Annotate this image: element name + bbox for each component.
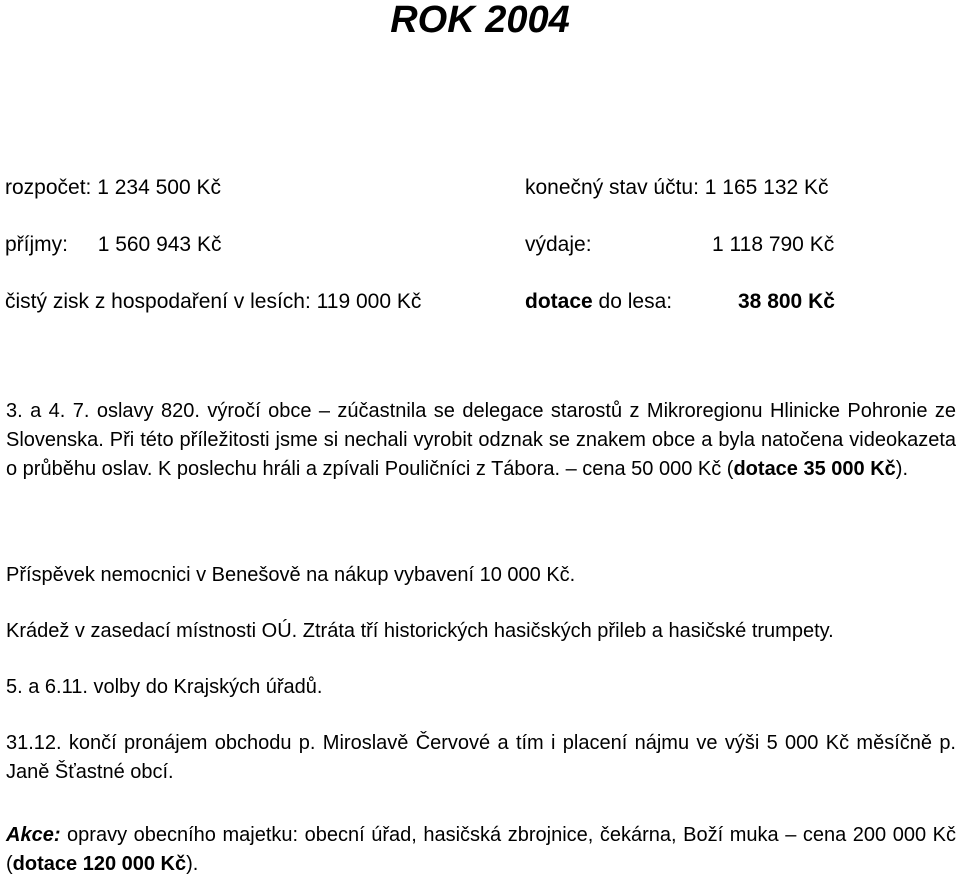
actions-end: ). — [186, 853, 199, 875]
actions-subsidy: dotace 120 000 Kč — [12, 853, 187, 875]
event-anniversary-subsidy: dotace 35 000 Kč — [733, 458, 896, 480]
income-label: příjmy: — [5, 233, 68, 256]
forest-profit-label: čistý zisk z hospodaření v lesích: — [5, 290, 311, 313]
budget-label: rozpočet: — [5, 176, 92, 199]
forest-subsidy-label — [525, 289, 672, 315]
final-balance-value: 1 165 132 Kč — [704, 176, 829, 199]
event-paragraph-hospital: Příspěvek nemocnici v Benešově na nákup vybavení 10 000 Kč. — [6, 564, 576, 586]
event-paragraph-anniversary — [6, 397, 956, 484]
page-title: ROK 2004 — [390, 0, 570, 41]
forest-profit-value: 119 000 Kč — [316, 290, 422, 313]
actions-label: Akce: — [6, 824, 61, 846]
budget-row — [5, 175, 221, 201]
final-balance-row — [525, 175, 829, 201]
event-anniversary-text: 3. a 4. 7. oslavy 820. výročí obce – zúčastnila se delegace starostů z Mikroregionu Hlinicke Pohronie ze Slovenska. Při této příležitosti jsme si nechali vyrobit odznak se znakem obce a byla natočena videokazeta o průběhu oslav. K poslechu hráli a zpívali Pouličníci z Tábora. – cena 50 000 Kč ( — [6, 400, 956, 480]
expenses-value: 1 118 790 Kč — [712, 233, 835, 256]
final-balance-label: konečný stav účtu: — [525, 176, 699, 199]
forest-profit-row — [5, 289, 421, 315]
event-paragraph-elections: 5. a 6.11. volby do Krajských úřadů. — [6, 676, 323, 698]
forest-subsidy-value: 38 800 Kč — [738, 290, 835, 313]
event-paragraph-actions — [6, 821, 956, 879]
income-row — [5, 232, 221, 258]
income-value: 1 560 943 Kč — [97, 233, 222, 256]
expenses-label: výdaje: — [525, 233, 592, 256]
event-paragraph-theft: Krádež v zasedací místnosti OÚ. Ztráta tří historických hasičských přileb a hasičské trumpety. — [6, 620, 834, 642]
event-anniversary-end: ). — [895, 458, 909, 480]
budget-value: 1 234 500 Kč — [97, 176, 221, 199]
forest-subsidy-label-rest: do lesa: — [598, 290, 673, 313]
event-paragraph-shop-lease: 31.12. končí pronájem obchodu p. Miroslavě Červové a tím i placení nájmu ve výši 5 000 Kč měsíčně p. Janě Šťastné obcí. — [6, 732, 956, 783]
actions-text: opravy obecního majetku: obecní úřad, hasičská zbrojnice, čekárna, Boží muka – cena 200 000 Kč ( — [6, 824, 956, 875]
forest-subsidy-label-bold: dotace — [525, 290, 593, 313]
